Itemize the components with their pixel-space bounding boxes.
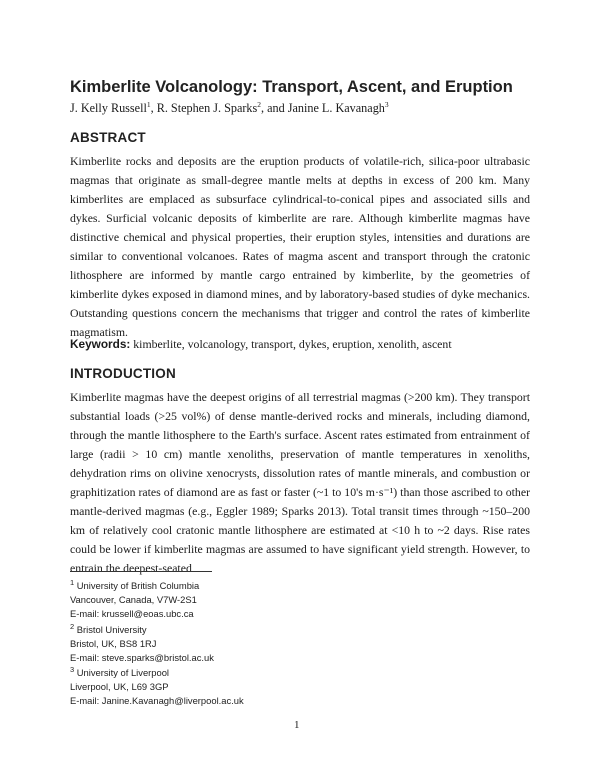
author-separator: , [150, 101, 157, 116]
paper-title: Kimberlite Volcanology: Transport, Ascent, and Eruption [70, 78, 513, 96]
affiliation-marker: 2 [257, 100, 261, 109]
affiliation-marker: 1 [146, 100, 151, 109]
footnote-divider [70, 571, 212, 572]
introduction-text: Kimberlite magmas have the deepest origins of all terrestrial magmas (>200 km). They transport substantial loads (>25 vol%) of dense mantle-derived rocks and minerals, including diamond, through the mantle lithosphere to the Earth's surface. Ascent rates estimated from entrainment of large (radii > 10 cm) mantle xenoliths, preservation of mantle temperatures in xenoliths, dehydration rims on olivine xenocrysts, dissolution rates of mantle minerals, and combustion or graphitization rates of diamond are as fast or faster (~1 to 10's m·s⁻¹) than those ascribed to other mantle-derived magmas (e.g., Eggler 1989; Sparks 2013). Total transit times through ~150–200 km of relatively cool cratonic mantle lithosphere are estimated at <10 h to ~2 days. Rise rates could be lower if kimberlite magmas are assumed to have significant yield strength. However, to entrain the deepest-seated [70, 390, 530, 575]
footnote-3 [70, 663, 370, 708]
affiliation-email: E-mail: steve.sparks@bristol.ac.uk [70, 652, 214, 664]
affiliation-name: University of Liverpool [74, 667, 170, 679]
footnote-marker: 3 [70, 665, 75, 674]
footnote-marker: 2 [70, 622, 75, 631]
affiliation-name: Bristol University [74, 624, 147, 636]
introduction-heading: INTRODUCTION [70, 366, 176, 381]
page-number: 1 [294, 719, 300, 731]
keywords-label: Keywords: [70, 337, 131, 351]
footnote-2 [70, 620, 370, 665]
abstract-heading: ABSTRACT [70, 130, 146, 145]
affiliation-marker: 3 [384, 100, 389, 109]
affiliation-email: E-mail: krussell@eoas.ubc.ca [70, 608, 194, 620]
author-name: R. Stephen J. Sparks [156, 101, 258, 116]
author-separator: , and [261, 101, 288, 116]
affiliation-address: Liverpool, UK, L69 3GP [70, 681, 169, 693]
footnote-1 [70, 576, 370, 621]
keywords-text: kimberlite, volcanology, transport, dykes, eruption, xenolith, ascent [130, 337, 452, 351]
author-name: Janine L. Kavanagh [287, 101, 385, 116]
affiliation-email: E-mail: Janine.Kavanagh@liverpool.ac.uk [70, 695, 244, 707]
affiliation-address: Bristol, UK, BS8 1RJ [70, 638, 157, 650]
footnote-marker: 1 [70, 578, 75, 587]
author-list [70, 100, 540, 116]
keywords-line [70, 337, 540, 352]
abstract-text: Kimberlite rocks and deposits are the eruption products of volatile-rich, silica-poor ultrabasic magmas that originate as small-degree mantle melts at depths in excess of 200 km. Many kimberlites are emplaced as subsurface cylindrical-to-conical pipes and associated sills and dykes. Surficial volcanic deposits of kimberlite are rare. Although kimberlite magmas have distinctive chemical and physical properties, their eruption styles, intensities and durations are similar to conventional volcanoes. Rates of magma ascent and transport through the cratonic lithosphere are informed by mantle cargo entrained by kimberlite, by the geometries of kimberlite dykes exposed in diamond mines, and by laboratory-based studies of dyke mechanics. Outstanding questions concern the mechanisms that trigger and control the rates of kimberlite magmatism. [70, 154, 530, 339]
author-name: J. Kelly Russell [70, 101, 147, 116]
affiliation-address: Vancouver, Canada, V7W-2S1 [70, 594, 197, 606]
affiliation-name: University of British Columbia [74, 580, 200, 592]
